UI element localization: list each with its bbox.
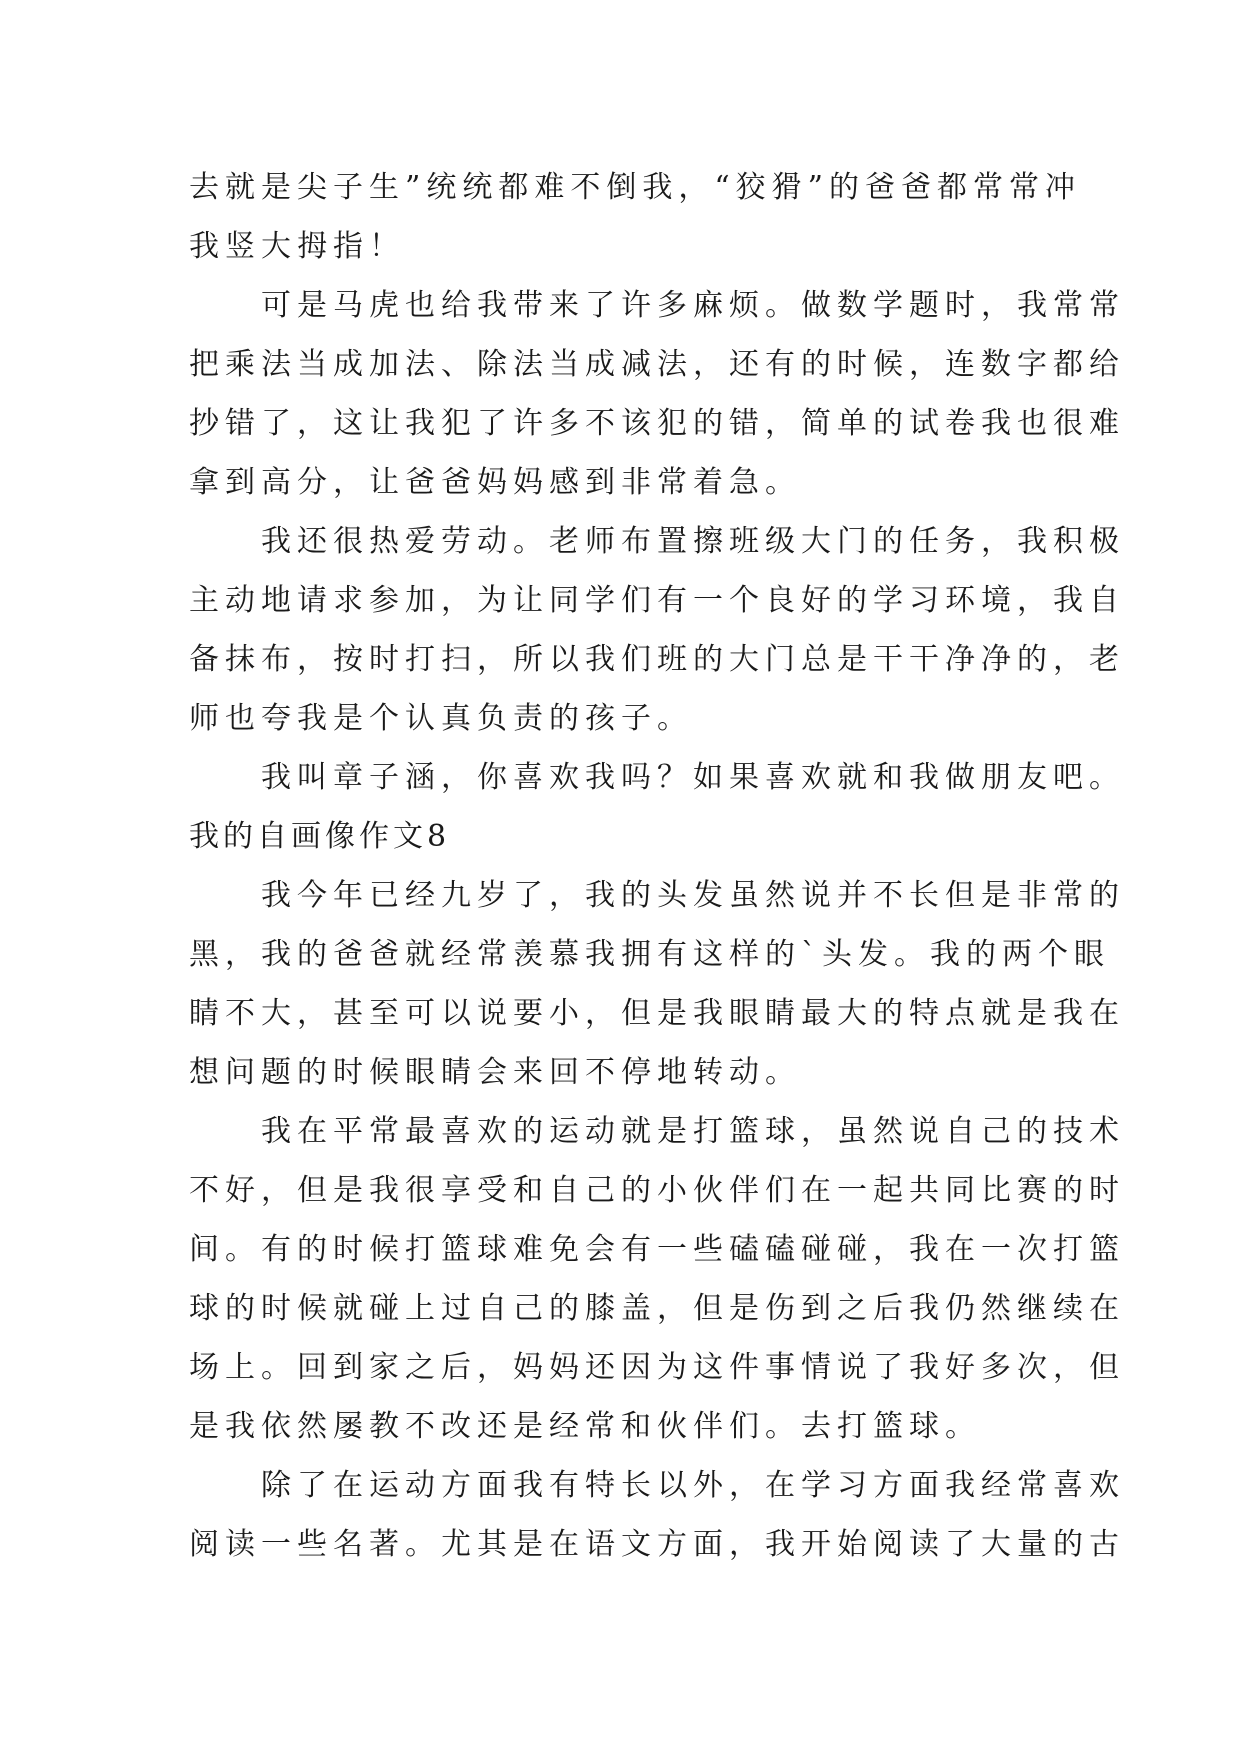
text-line: 备抹布，按时打扫，所以我们班的大门总是干干净净的，老 — [189, 642, 1125, 677]
text-line: 阅读一些名著。尤其是在语文方面，我开始阅读了大量的古 — [189, 1527, 1125, 1562]
section-heading: 我的自画像作文8 — [189, 819, 451, 854]
paragraph-start-line: 可是马虎也给我带来了许多麻烦。做数学题时，我常常 — [261, 288, 1125, 323]
paragraph-start-line: 我今年已经九岁了，我的头发虽然说并不长但是非常的 — [261, 878, 1125, 913]
text-line: 去就是尖子生”统统都难不倒我，“狡猾”的爸爸都常常冲 — [189, 170, 1082, 205]
paragraph-start-line: 我在平常最喜欢的运动就是打篮球，虽然说自己的技术 — [261, 1114, 1125, 1149]
text-line: 间。有的时候打篮球难免会有一些磕磕碰碰，我在一次打篮 — [189, 1232, 1125, 1267]
text-line: 想问题的时候眼睛会来回不停地转动。 — [189, 1055, 801, 1090]
paragraph-start-line: 我叫章子涵，你喜欢我吗？如果喜欢就和我做朋友吧。 — [261, 760, 1125, 795]
document-body — [189, 158, 1125, 1574]
text-line: 把乘法当成加法、除法当成减法，还有的时候，连数字都给 — [189, 347, 1125, 382]
text-line: 拿到高分，让爸爸妈妈感到非常着急。 — [189, 465, 801, 500]
paragraph-start-line: 我还很热爱劳动。老师布置擦班级大门的任务，我积极 — [261, 524, 1125, 559]
paragraph-start-line: 除了在运动方面我有特长以外，在学习方面我经常喜欢 — [261, 1468, 1125, 1503]
text-line: 不好，但是我很享受和自己的小伙伴们在一起共同比赛的时 — [189, 1173, 1125, 1208]
text-line: 是我依然屡教不改还是经常和伙伴们。去打篮球。 — [189, 1409, 981, 1444]
text-line: 黑，我的爸爸就经常羡慕我拥有这样的`头发。我的两个眼 — [189, 937, 1110, 972]
text-line: 师也夸我是个认真负责的孩子。 — [189, 701, 693, 736]
text-line: 抄错了，这让我犯了许多不该犯的错，简单的试卷我也很难 — [189, 406, 1125, 441]
text-line: 主动地请求参加，为让同学们有一个良好的学习环境，我自 — [189, 583, 1125, 618]
text-line: 场上。回到家之后，妈妈还因为这件事情说了我好多次，但 — [189, 1350, 1125, 1385]
text-line: 球的时候就碰上过自己的膝盖，但是伤到之后我仍然继续在 — [189, 1291, 1125, 1326]
text-line: 我竖大拇指！ — [189, 229, 405, 264]
text-line: 睛不大，甚至可以说要小，但是我眼睛最大的特点就是我在 — [189, 996, 1125, 1031]
